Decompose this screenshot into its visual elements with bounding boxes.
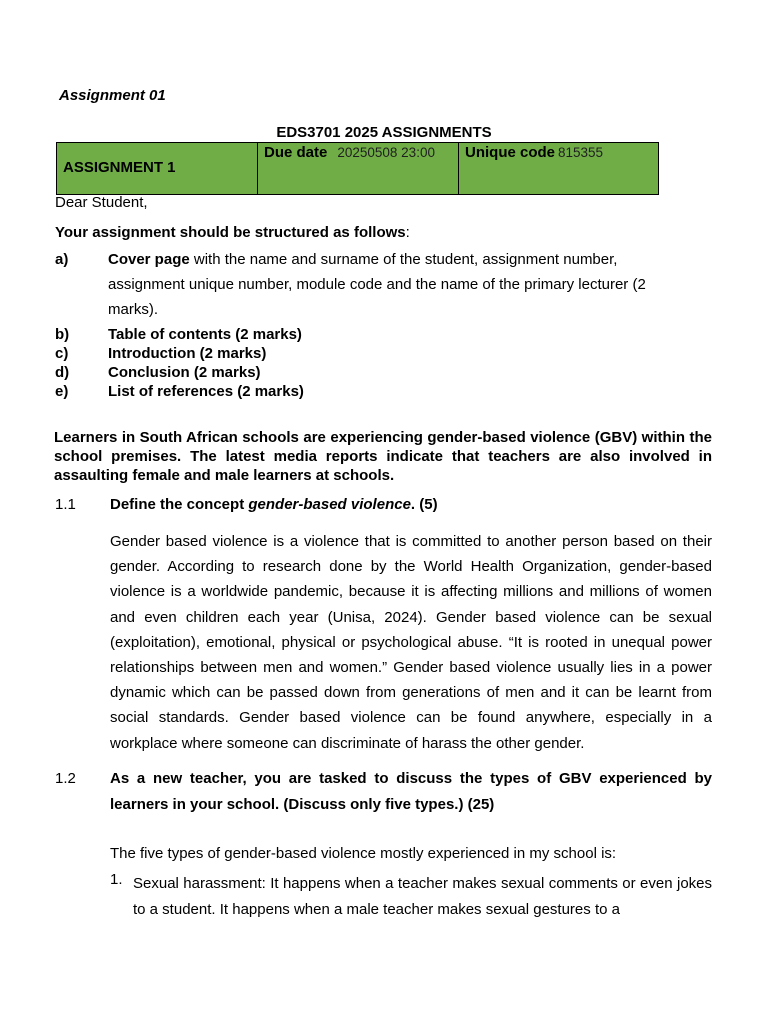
list-item-cover-page xyxy=(108,247,668,322)
answer-1-1: Gender based violence is a violence that is committed to another person based on their gender. According to research done by the World Health Organization, gender-based violence is a worldwide pandemic, because it is affecting millions and millions of women and even children each year (Unisa, 2024). Gender based violence can be sexual (exploitation), emotional, physical or psychological abuse. “It is rooted in unequal power relationships between men and women.” Gender based violence usually lies in a power dynamic which can be passed down from generations of men and it can be learnt from social standards. Gender based violence can be found anywhere, especially in a workplace where someone can discriminate of harass the other gender. xyxy=(110,533,712,752)
list-letter-b: b) xyxy=(55,326,70,343)
assignment-heading: Assignment 01 xyxy=(59,87,166,104)
list-letter-e: e) xyxy=(55,383,69,400)
question-1-1-suffix: . (5) xyxy=(410,496,438,513)
list-letter-a: a) xyxy=(55,251,69,268)
question-1-1 xyxy=(110,496,712,513)
due-date-value: 20250508 23:00 xyxy=(337,145,435,160)
list-item-table-of-contents: Table of contents (2 marks) xyxy=(108,326,302,343)
structure-intro xyxy=(55,224,410,241)
unique-code-value: 815355 xyxy=(558,145,604,160)
list-letter-d: d) xyxy=(55,364,70,381)
question-1-2-number: 1.2 xyxy=(55,770,76,787)
assignment-label: ASSIGNMENT 1 xyxy=(63,159,176,176)
list-item-references: List of references (2 marks) xyxy=(108,383,304,400)
due-date-label: Due date xyxy=(264,144,328,161)
question-1-2: As a new teacher, you are tasked to discuss the types of GBV experienced by learners in your school. (Discuss only five types.) (25) xyxy=(110,770,712,813)
list-item-conclusion: Conclusion (2 marks) xyxy=(108,364,261,381)
assignment-cell xyxy=(57,143,258,195)
unique-code-label: Unique code xyxy=(465,144,556,161)
scenario-paragraph: Learners in South African schools are experiencing gender-based violence (GBV) within the school premises. The latest media reports indicate that teachers are also involved in assaulting female and male learners at schools. xyxy=(54,429,712,484)
answer-list-item: Sexual harassment: It happens when a teacher makes sexual comments or even jokes to a student. It happens when a male teacher makes sexual gestures to a xyxy=(133,875,712,918)
answer-1-2-intro: The five types of gender-based violence mostly experienced in my school is: xyxy=(110,845,617,862)
question-1-1-number: 1.1 xyxy=(55,496,76,513)
structure-intro-colon: : xyxy=(405,224,410,241)
list-letter-c: c) xyxy=(55,345,69,362)
document-title: EDS3701 2025 ASSIGNMENTS xyxy=(276,124,492,141)
answer-list-number: 1. xyxy=(110,871,123,888)
list-item-cover-page-bold: Cover page xyxy=(108,251,190,268)
unique-code-cell xyxy=(459,143,659,195)
question-1-1-prefix: Define the concept xyxy=(110,496,249,513)
assignment-info-table xyxy=(56,142,659,195)
list-item-cover-page-text: with the name and surname of the student, assignment number, assignment unique number, module code and the name of the primary lecturer (2 marks). xyxy=(108,251,646,318)
due-date-cell xyxy=(258,143,459,195)
list-item-introduction: Introduction (2 marks) xyxy=(108,345,267,362)
question-1-1-term: gender-based violence xyxy=(248,496,411,513)
structure-intro-bold: Your assignment should be structured as follows xyxy=(55,224,406,241)
greeting: Dear Student, xyxy=(55,194,148,211)
